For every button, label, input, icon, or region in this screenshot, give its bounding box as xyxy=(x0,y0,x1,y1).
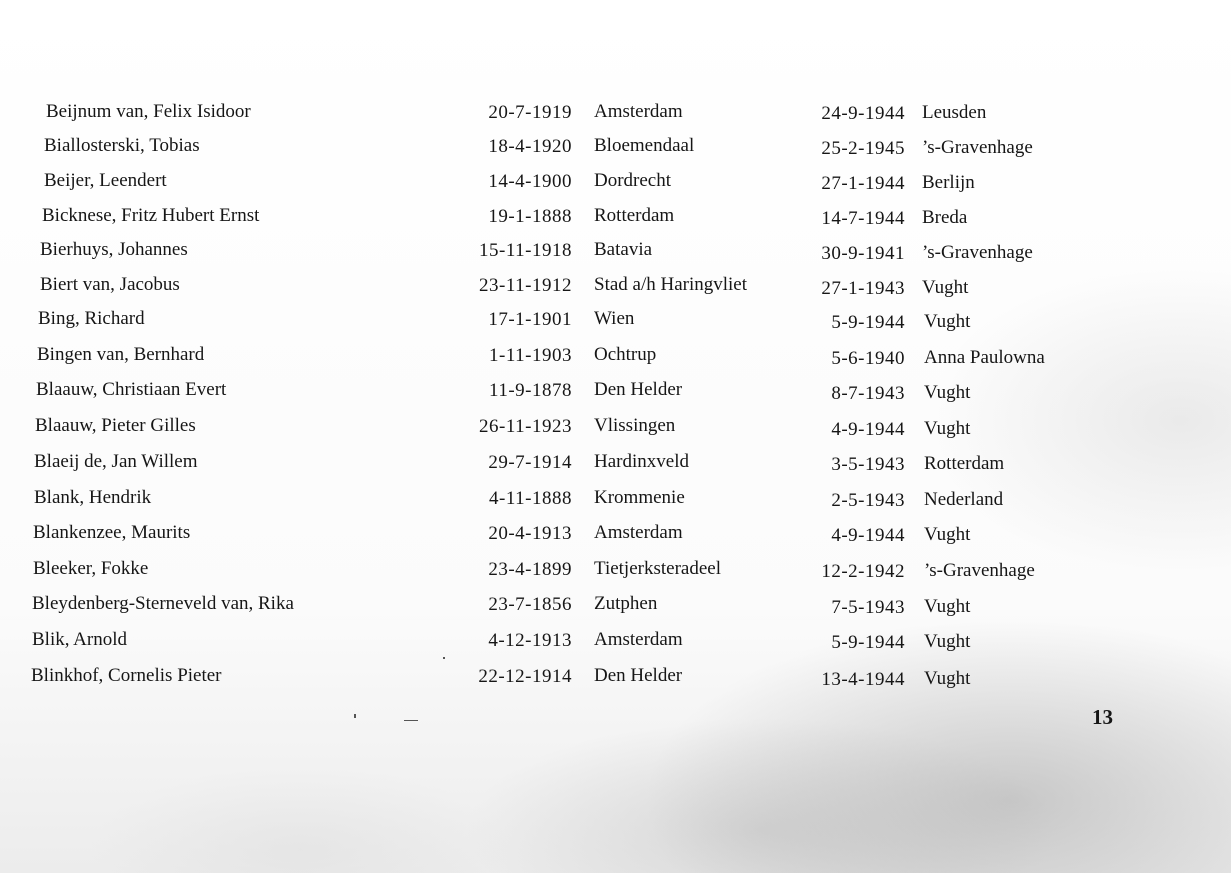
person-name: Beijer, Leendert xyxy=(44,170,167,191)
person-name: Biert van, Jacobus xyxy=(40,274,180,295)
list-row xyxy=(0,166,1231,196)
death-place: Vught xyxy=(924,382,971,403)
birth-place: Amsterdam xyxy=(594,629,683,650)
person-name: Bingen van, Bernhard xyxy=(37,344,205,365)
birth-date: 23-7-1856 xyxy=(488,594,572,615)
list-row xyxy=(0,131,1231,161)
death-date: 3-5-1943 xyxy=(831,454,905,475)
death-place: ’s-Gravenhage xyxy=(924,560,1035,581)
death-place: Berlijn xyxy=(922,172,975,193)
list-row xyxy=(0,235,1231,265)
paper-speck xyxy=(443,657,445,659)
birth-place: Ochtrup xyxy=(594,344,657,365)
birth-date: 20-4-1913 xyxy=(488,523,572,544)
paper-speck xyxy=(354,714,356,718)
person-name: Blank, Hendrik xyxy=(34,487,152,508)
list-row xyxy=(0,97,1231,127)
death-place: ’s-Gravenhage xyxy=(922,137,1033,158)
person-name: Blaeij de, Jan Willem xyxy=(34,451,198,472)
birth-place: Zutphen xyxy=(594,593,658,614)
death-place: Vught xyxy=(924,596,971,617)
list-row xyxy=(0,304,1231,334)
death-place: Vught xyxy=(924,311,971,332)
birth-place: Rotterdam xyxy=(594,205,675,226)
person-name: Beijnum van, Felix Isidoor xyxy=(46,101,251,122)
birth-date: 4-11-1888 xyxy=(489,488,572,509)
birth-date: 23-4-1899 xyxy=(488,559,572,580)
death-date: 27-1-1944 xyxy=(821,173,905,194)
birth-place: Vlissingen xyxy=(594,415,676,436)
death-place: Vught xyxy=(924,631,971,652)
birth-date: 11-9-1878 xyxy=(489,380,572,401)
person-name: Bleeker, Fokke xyxy=(33,558,149,579)
birth-date: 14-4-1900 xyxy=(488,171,572,192)
person-name: Blinkhof, Cornelis Pieter xyxy=(31,665,222,686)
death-place: Vught xyxy=(924,668,971,689)
birth-place: Krommenie xyxy=(594,487,685,508)
death-place: Anna Paulowna xyxy=(924,347,1045,368)
birth-date: 26-11-1923 xyxy=(479,416,572,437)
birth-place: Bloemendaal xyxy=(594,135,695,156)
death-date: 5-6-1940 xyxy=(831,348,905,369)
birth-place: Wien xyxy=(594,308,635,329)
death-date: 4-9-1944 xyxy=(831,525,905,546)
death-place: Rotterdam xyxy=(924,453,1005,474)
birth-date: 15-11-1918 xyxy=(479,240,572,261)
death-place: ’s-Gravenhage xyxy=(922,242,1033,263)
person-name: Bing, Richard xyxy=(38,308,145,329)
list-row xyxy=(0,483,1231,513)
list-row xyxy=(0,340,1231,370)
birth-place: Tietjerksteradeel xyxy=(594,558,721,579)
birth-place: Hardinxveld xyxy=(594,451,689,472)
death-date: 25-2-1945 xyxy=(821,138,905,159)
birth-date: 18-4-1920 xyxy=(488,136,572,157)
death-date: 30-9-1941 xyxy=(821,243,905,264)
list-row xyxy=(0,625,1231,655)
list-row xyxy=(0,447,1231,477)
death-place: Vught xyxy=(924,524,971,545)
birth-date: 20-7-1919 xyxy=(488,102,572,123)
list-row xyxy=(0,554,1231,584)
birth-date: 29-7-1914 xyxy=(488,452,572,473)
death-place: Vught xyxy=(922,277,969,298)
death-place: Breda xyxy=(922,207,968,228)
list-row xyxy=(0,661,1231,691)
death-date: 2-5-1943 xyxy=(831,490,905,511)
person-name: Blaauw, Christiaan Evert xyxy=(36,379,227,400)
death-date: 5-9-1944 xyxy=(831,632,905,653)
birth-date: 22-12-1914 xyxy=(478,666,572,687)
person-name: Bleydenberg-Sterneveld van, Rika xyxy=(32,593,294,614)
person-name: Blankenzee, Maurits xyxy=(33,522,191,543)
death-date: 14-7-1944 xyxy=(821,208,905,229)
birth-date: 1-11-1903 xyxy=(489,345,572,366)
birth-place: Amsterdam xyxy=(594,522,683,543)
death-date: 13-4-1944 xyxy=(821,669,905,690)
list-row xyxy=(0,518,1231,548)
death-place: Leusden xyxy=(922,102,987,123)
death-date: 4-9-1944 xyxy=(831,419,905,440)
list-row xyxy=(0,589,1231,619)
death-date: 24-9-1944 xyxy=(821,103,905,124)
person-name: Bicknese, Fritz Hubert Ernst xyxy=(42,205,260,226)
death-date: 27-1-1943 xyxy=(821,278,905,299)
birth-date: 17-1-1901 xyxy=(488,309,572,330)
birth-date: 4-12-1913 xyxy=(488,630,572,651)
list-row xyxy=(0,201,1231,231)
birth-place: Den Helder xyxy=(594,665,683,686)
birth-date: 23-11-1912 xyxy=(479,275,572,296)
birth-place: Stad a/h Haringvliet xyxy=(594,274,748,295)
list-row xyxy=(0,375,1231,405)
person-name: Biallosterski, Tobias xyxy=(44,135,200,156)
page-number: 13 xyxy=(1092,705,1113,729)
death-place: Nederland xyxy=(924,489,1004,510)
birth-date: 19-1-1888 xyxy=(488,206,572,227)
paper-speck xyxy=(404,720,418,721)
death-place: Vught xyxy=(924,418,971,439)
person-name: Bierhuys, Johannes xyxy=(40,239,188,260)
list-row xyxy=(0,270,1231,300)
list-row xyxy=(0,411,1231,441)
death-date: 12-2-1942 xyxy=(821,561,905,582)
death-date: 7-5-1943 xyxy=(831,597,905,618)
birth-place: Amsterdam xyxy=(594,101,683,122)
death-date: 5-9-1944 xyxy=(831,312,905,333)
birth-place: Den Helder xyxy=(594,379,683,400)
person-name: Blaauw, Pieter Gilles xyxy=(35,415,196,436)
death-date: 8-7-1943 xyxy=(831,383,905,404)
birth-place: Batavia xyxy=(594,239,653,260)
birth-place: Dordrecht xyxy=(594,170,672,191)
person-name: Blik, Arnold xyxy=(32,629,128,650)
